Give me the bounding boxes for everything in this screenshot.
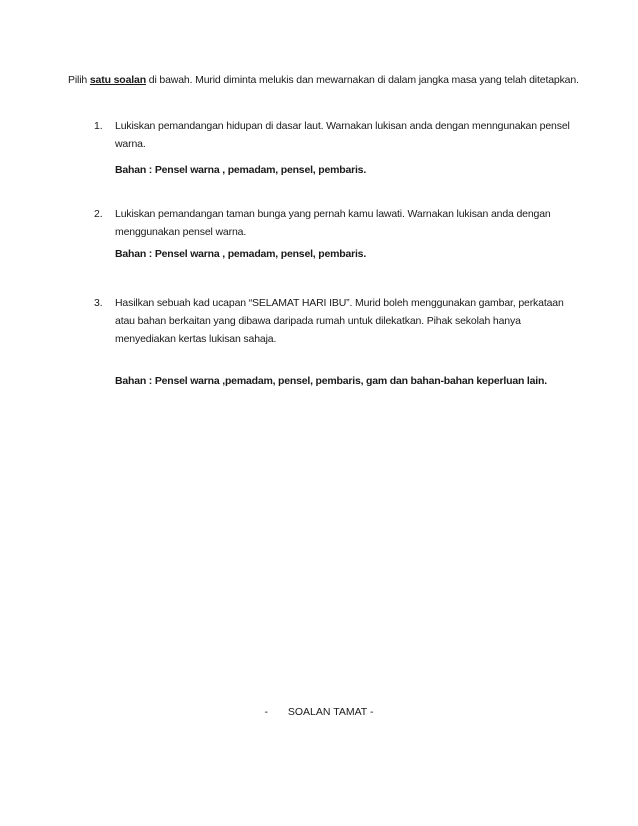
instruction-prefix: Pilih: [68, 74, 90, 86]
question-text: Hasilkan sebuah kad ucapan “SELAMAT HARI IBU”. Murid boleh menggunakan gambar, perkataan atau bahan berkaitan yang dibawa daripada rumah untuk dilekatkan. Pihak sekolah hanya menyediakan kertas lukisan sahaja.: [115, 297, 564, 345]
question-number: 3.: [94, 297, 103, 309]
question-item-3: [68, 294, 568, 394]
question-text: Lukiskan pemandangan taman bunga yang pernah kamu lawati. Warnakan lukisan anda dengan menggunakan pensel warna.: [115, 208, 551, 238]
instruction-emphasis: satu soalan: [89, 74, 146, 86]
question-materials: Bahan : Pensel warna ,pemadam, pensel, pembaris, gam dan bahan-bahan keperluan lain.: [115, 375, 547, 387]
footer-dash: -: [264, 706, 269, 718]
question-item-2: [68, 205, 568, 275]
instruction-suffix: di bawah. Murid diminta melukis dan mewarnakan di dalam jangka masa yang telah ditetapkan.: [145, 74, 579, 86]
question-number: 1.: [94, 120, 103, 132]
question-item-1: [68, 117, 568, 187]
question-text: Lukiskan pemandangan hidupan di dasar laut. Warnakan lukisan anda dengan menngunakan pensel warna.: [115, 120, 570, 150]
instruction-paragraph: [68, 70, 588, 90]
end-of-questions-marker: [0, 706, 638, 718]
question-materials: Bahan : Pensel warna , pemadam, pensel, pembaris.: [115, 164, 367, 176]
question-number: 2.: [94, 208, 103, 220]
footer-text: SOALAN TAMAT -: [287, 706, 374, 718]
question-materials: Bahan : Pensel warna , pemadam, pensel, pembaris.: [115, 248, 367, 260]
